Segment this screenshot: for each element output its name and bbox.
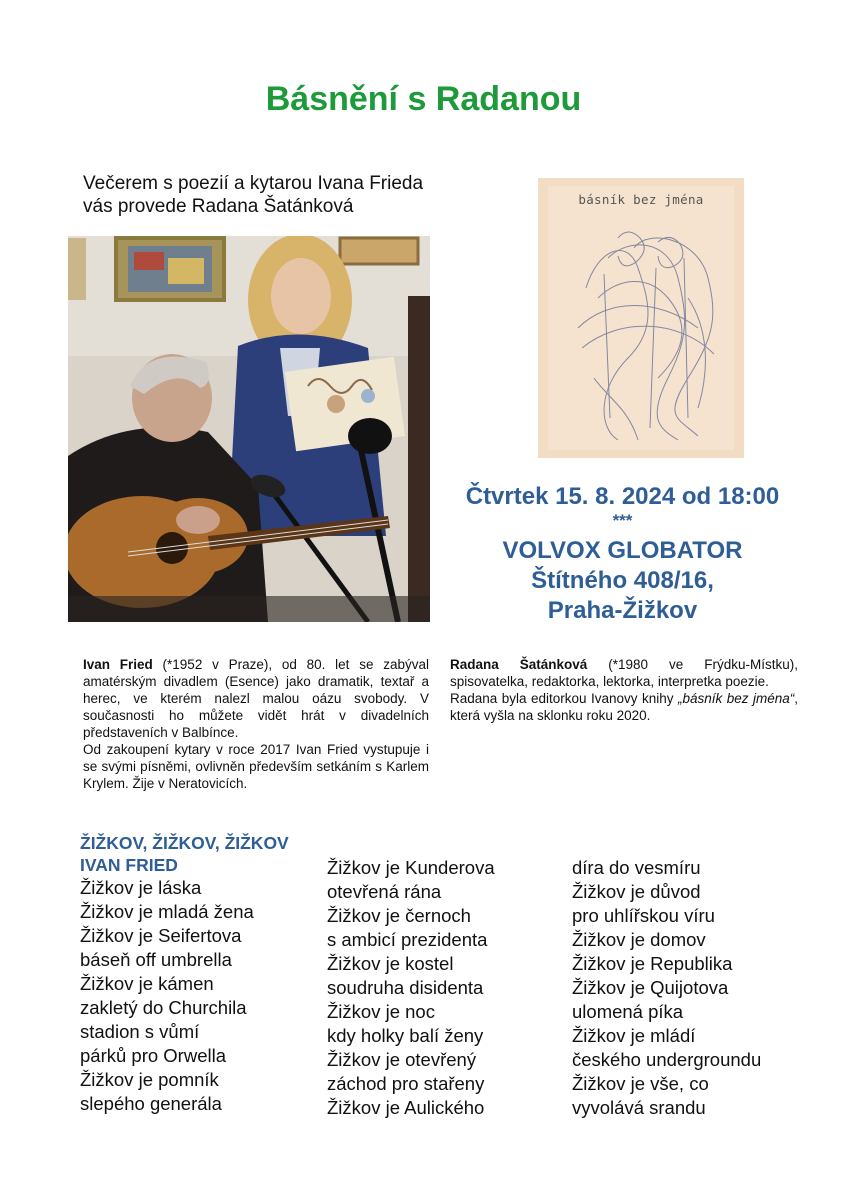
poem-title: ŽIŽKOV, ŽIŽKOV, ŽIŽKOV — [80, 833, 289, 853]
event-info — [450, 482, 795, 626]
poem-line: Žižkov je Kunderova — [327, 857, 495, 878]
event-address-street: Štítného 408/16, — [531, 567, 714, 594]
bio-radana-name: Radana Šatánková — [450, 657, 588, 672]
poem-column-1 — [80, 876, 254, 1116]
poem-line: Žižkov je otevřený — [327, 1049, 477, 1070]
event-date: Čtvrtek 15. 8. 2024 od 18:00 — [465, 483, 780, 510]
bio-radana-para-2 — [450, 690, 798, 724]
poem-line: stadion s vůmí — [80, 1021, 200, 1042]
poem-line: českého undergroundu — [572, 1049, 762, 1070]
poem-line: ulomená píka — [572, 1001, 684, 1022]
bio-radana-text-2-pre: Radana byla editorkou Ivanovy knihy — [450, 691, 678, 706]
page-title: Básnění s Radanou — [265, 80, 582, 118]
bio-radana-para-1 — [450, 656, 798, 690]
bio-ivan-fried-name: Ivan Fried — [83, 657, 153, 672]
poem-column-3 — [572, 856, 761, 1120]
book-cover — [538, 178, 744, 458]
poem-line: soudruha disidenta — [327, 977, 484, 998]
poem-line: vyvolává srandu — [572, 1097, 706, 1118]
poem-line: báseň off umbrella — [80, 949, 232, 970]
poem-author: IVAN FRIED — [80, 855, 178, 875]
poem-line: Žižkov je vše, co — [572, 1073, 709, 1094]
performers-photo — [68, 236, 430, 622]
poem-line: Žižkov je kámen — [80, 973, 214, 994]
poem-line: Žižkov je pomník — [80, 1069, 219, 1090]
poem-line: Žižkov je láska — [80, 877, 202, 898]
poem-line: Žižkov je kostel — [327, 953, 454, 974]
poem-line: Žižkov je Aulického — [327, 1097, 485, 1118]
bio-radana-book-title: „básník bez jména“ — [677, 691, 795, 706]
poem-line: díra do vesmíru — [572, 857, 701, 878]
bio-ivan-fried-para-1 — [83, 656, 429, 741]
event-address-city: Praha-Žižkov — [547, 597, 698, 624]
poem-line: otevřená rána — [327, 881, 442, 902]
event-venue: VOLVOX GLOBATOR — [502, 537, 743, 564]
event-separator: *** — [612, 511, 633, 530]
poem-line: kdy holky balí ženy — [327, 1025, 484, 1046]
poem-line: pro uhlířskou víru — [572, 905, 715, 926]
poem-line: Žižkov je Republika — [572, 953, 733, 974]
book-cover-title: básník bez jména — [578, 192, 704, 207]
poem-line: Žižkov je mládí — [572, 1025, 696, 1046]
intro-line-2: vás provede Radana Šatánková — [83, 196, 354, 217]
bio-ivan-fried-text-2: Od zakoupení kytary v roce 2017 Ivan Fried vystupuje i se svými písněmi, ovlivněn především setkáním s Karlem Krylem. Žije v Neratovicích. — [83, 742, 429, 791]
poem-line: zakletý do Churchila — [80, 997, 247, 1018]
poem-line: záchod pro stařeny — [327, 1073, 485, 1094]
poem-line: párků pro Orwella — [80, 1045, 227, 1066]
bio-radana-text-2-post: , která vyšla na sklonku roku 2020. — [450, 691, 798, 723]
poem-line: slepého generála — [80, 1093, 222, 1114]
poem-heading — [80, 832, 289, 876]
bio-ivan-fried-text-1: (*1952 v Praze), od 80. let se zabýval amatérským divadlem (Esence) jako dramatik, textař a herec, ve kterém nalezl malou oázu svobody. V současnosti ho můžete vidět hrát v divadelních představeních v Balbínce. — [83, 657, 429, 740]
poem-column-2 — [327, 856, 495, 1120]
intro-text — [83, 172, 463, 218]
poem-line: Žižkov je mladá žena — [80, 901, 254, 922]
bio-radana-text-1: (*1980 ve Frýdku-Místku), spisovatelka, redaktorka, lektorka, interpretka poezie. — [450, 657, 798, 689]
bio-ivan-fried — [83, 656, 429, 792]
intro-line-1: Večerem s poezií a kytarou Ivana Frieda — [83, 173, 424, 194]
poem-line: Žižkov je noc — [327, 1001, 435, 1022]
poem-line: Žižkov je Quijotova — [572, 977, 729, 998]
poem-line: Žižkov je Seifertova — [80, 925, 242, 946]
poem-line: Žižkov je černoch — [327, 905, 471, 926]
poem-line: Žižkov je domov — [572, 929, 706, 950]
bio-radana — [450, 656, 798, 724]
poem-line: s ambicí prezidenta — [327, 929, 488, 950]
poem-line: Žižkov je důvod — [572, 881, 701, 902]
